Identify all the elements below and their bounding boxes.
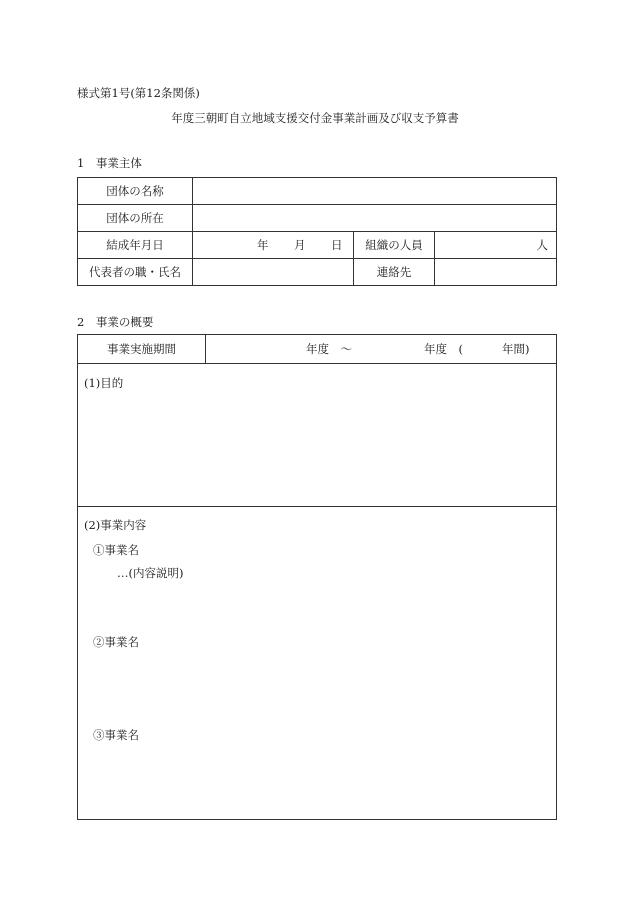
org-name-label: 団体の名称 xyxy=(78,178,193,205)
month-unit: 月 xyxy=(294,238,306,252)
organization-table xyxy=(77,177,557,286)
purpose-label: (1)目的 xyxy=(84,376,124,390)
period-field[interactable] xyxy=(206,335,557,364)
project-item-3-name: ③事業名 xyxy=(93,728,139,742)
document-title: 年度三朝町自立地域支援交付金事業計画及び収支予算書 xyxy=(171,111,459,125)
period-row xyxy=(78,335,557,364)
founded-date-field[interactable] xyxy=(193,232,354,259)
content-label: (2)事業内容 xyxy=(84,518,147,532)
content-field[interactable] xyxy=(78,507,557,820)
representative-row xyxy=(78,259,557,286)
contact-field[interactable] xyxy=(435,259,557,286)
project-item-1-name: ①事業名 xyxy=(93,543,139,557)
section1-heading: 1 事業主体 xyxy=(77,156,142,170)
org-name-row xyxy=(78,178,557,205)
org-address-field[interactable] xyxy=(193,205,557,232)
content-row xyxy=(78,507,557,820)
members-unit: 人 xyxy=(536,238,549,252)
members-field[interactable] xyxy=(435,232,557,259)
org-address-row xyxy=(78,205,557,232)
members-label: 組織の人員 xyxy=(354,232,435,259)
contact-label: 連絡先 xyxy=(354,259,435,286)
representative-field[interactable] xyxy=(193,259,354,286)
year-unit: 年 xyxy=(257,238,269,252)
form-number: 様式第1号(第12条関係) xyxy=(77,86,200,100)
org-address-label: 団体の所在 xyxy=(78,205,193,232)
founded-label: 結成年月日 xyxy=(78,232,193,259)
day-unit: 日 xyxy=(331,238,343,252)
section2-heading: 2 事業の概要 xyxy=(77,315,154,329)
purpose-field[interactable] xyxy=(78,364,557,507)
org-name-field[interactable] xyxy=(193,178,557,205)
representative-label: 代表者の職・氏名 xyxy=(78,259,193,286)
project-overview-table xyxy=(77,334,557,820)
purpose-row xyxy=(78,364,557,507)
project-item-1-description: …(内容説明) xyxy=(117,566,184,580)
period-end-unit: 年度 ( xyxy=(424,342,463,356)
project-item-2-name: ②事業名 xyxy=(93,635,139,649)
period-label: 事業実施期間 xyxy=(78,335,206,364)
period-years-unit: 年間) xyxy=(502,342,530,356)
founded-row xyxy=(78,232,557,259)
period-start-unit: 年度 〜 xyxy=(306,342,352,356)
